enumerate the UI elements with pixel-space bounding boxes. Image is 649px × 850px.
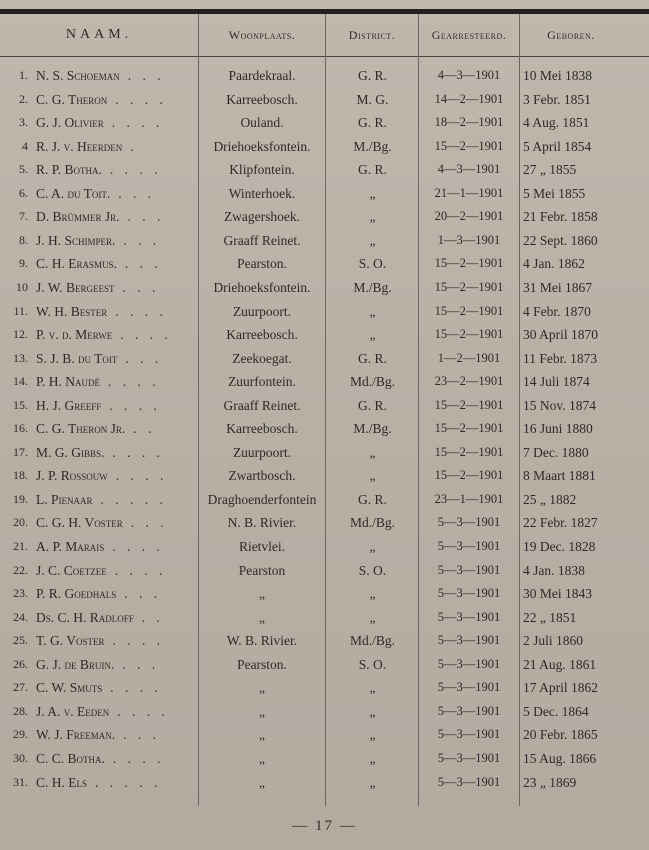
row-district: Md./Bg.: [349, 515, 395, 531]
row-name-text: M. G. Gibbs.: [36, 444, 105, 460]
row-name-dots: . . . .: [120, 327, 172, 343]
row-name-dots: . . . . .: [95, 774, 162, 790]
row-name-dots: . . . .: [115, 91, 167, 107]
row-district: G. R.: [358, 68, 387, 83]
row-district: „: [369, 444, 376, 460]
table-row: [0, 631, 649, 655]
row-name: [36, 633, 196, 649]
row-name: [36, 209, 196, 225]
row-number: 29.: [13, 727, 28, 742]
row-name-text: C. A. du Toit.: [36, 185, 111, 201]
row-geboren: 22 Febr. 1827: [523, 515, 598, 531]
row-district: „: [369, 327, 376, 343]
table-row: [0, 254, 649, 278]
row-name-text: H. J. Greeff: [36, 397, 102, 413]
row-woonplaats: Klipfontein.: [229, 162, 295, 178]
row-woonplaats: „: [259, 750, 265, 766]
row-woonplaats: Zwagershoek.: [223, 209, 301, 225]
table-row: [0, 537, 649, 561]
row-geboren: 5 Mei 1855: [523, 185, 586, 201]
row-name-dots: . . . .: [110, 680, 162, 696]
row-name: [36, 657, 196, 673]
row-name-dots: . . . .: [112, 750, 165, 766]
row-district: S. O.: [358, 256, 387, 272]
row-geboren: 3 Febr. 1851: [523, 91, 591, 107]
row-gearresteerd: 5—3—1901: [437, 539, 501, 553]
row-name-text: L. Pienaar: [36, 491, 93, 507]
row-name-dots: . . . .: [112, 633, 165, 649]
table-row: [0, 184, 649, 208]
row-geboren: 23 „ 1869: [523, 774, 577, 790]
row-district: Md./Bg.: [349, 374, 395, 390]
row-number: 10: [16, 279, 28, 294]
row-number: 26.: [13, 656, 28, 671]
row-gearresteerd: 4—3—1901: [437, 162, 501, 177]
row-name-dots: .: [130, 138, 138, 154]
header-gearresteerd: Gearresteerd.: [431, 28, 507, 42]
row-name-dots: . . . .: [108, 374, 160, 390]
row-name-dots: . . .: [130, 515, 168, 531]
row-name: [36, 727, 196, 743]
row-name: [36, 539, 196, 555]
row-number: 17.: [13, 444, 28, 459]
row-number: 11.: [13, 303, 28, 318]
table-row: [0, 749, 649, 773]
row-number: 20.: [13, 515, 28, 530]
row-name-dots: . . .: [118, 185, 156, 201]
row-number: 27.: [13, 680, 28, 695]
row-geboren: 21 Febr. 1858: [523, 209, 598, 225]
table-row: [0, 678, 649, 702]
row-name: [36, 186, 196, 202]
row-number: 9.: [19, 256, 28, 271]
row-geboren: 10 Mei 1838: [523, 68, 592, 83]
row-name-dots: . . . .: [117, 703, 169, 719]
row-name-dots: . . . . .: [100, 491, 167, 507]
row-geboren: 31 Mei 1867: [523, 279, 592, 295]
table-row: [0, 419, 649, 443]
row-name-text: C. G. Theron Jr.: [36, 421, 126, 437]
row-district: M./Bg.: [353, 421, 392, 437]
row-name-text: P. v. d. Merwe: [36, 327, 113, 343]
header-naam: NAAM.: [65, 27, 133, 42]
row-name-text: D. Brümmer Jr.: [36, 209, 120, 225]
row-number: 31.: [13, 774, 28, 789]
row-woonplaats: Winterhoek.: [228, 185, 296, 201]
page-number: — 17 —: [292, 818, 357, 834]
row-number: 4: [22, 138, 28, 153]
row-name-text: C. G. H. Voster: [36, 515, 123, 531]
row-gearresteerd: 5—3—1901: [437, 703, 501, 718]
row-geboren: 8 Maart 1881: [523, 468, 596, 484]
row-name-text: T. G. Voster: [36, 633, 105, 649]
row-geboren: 2 Juli 1860: [523, 633, 584, 649]
row-gearresteerd: 1—2—1901: [437, 350, 501, 365]
row-geboren: 22 „ 1851: [523, 609, 577, 625]
row-geboren: 4 Jan. 1862: [523, 256, 585, 272]
row-name: [36, 398, 196, 414]
row-number: 12.: [13, 327, 28, 342]
row-woonplaats: „: [259, 586, 265, 602]
row-gearresteerd: 4—3—1901: [437, 68, 501, 82]
row-name: [36, 421, 196, 437]
row-name: [36, 775, 196, 791]
row-geboren: 30 Mei 1843: [523, 586, 592, 602]
row-woonplaats: Karreebosch.: [226, 421, 298, 437]
row-name-dots: . . .: [124, 256, 162, 272]
row-name-dots: . . .: [123, 232, 161, 248]
row-woonplaats: Pearston: [238, 562, 286, 578]
row-gearresteerd: 15—2—1901: [434, 279, 504, 294]
row-number: 5.: [19, 162, 28, 177]
row-name-text: R. J. v. Heerden: [36, 138, 123, 154]
row-name-text: S. J. B. du Toit: [36, 350, 118, 366]
row-geboren: 14 Juli 1874: [523, 374, 590, 390]
row-geboren: 4 Febr. 1870: [523, 303, 591, 319]
table-row: [0, 207, 649, 231]
row-woonplaats: Pearston.: [237, 656, 287, 672]
row-district: G. R.: [358, 397, 387, 413]
row-district: S. O.: [358, 562, 387, 578]
row-district: „: [369, 185, 376, 201]
table-row: [0, 773, 649, 797]
row-geboren: 5 Dec. 1864: [523, 703, 589, 719]
row-geboren: 5 April 1854: [523, 138, 592, 154]
row-number: 2.: [19, 91, 28, 106]
row-name-dots: . . .: [122, 656, 160, 672]
row-woonplaats: Karreebosch.: [226, 91, 298, 107]
table-row: [0, 702, 649, 726]
row-name: [36, 374, 196, 390]
row-name: [36, 280, 196, 296]
row-geboren: 7 Dec. 1880: [523, 444, 589, 460]
row-name-text: J. H. Schimper.: [36, 232, 116, 248]
row-name-text: J. W. Bergeest: [36, 279, 115, 295]
table-row: [0, 302, 649, 326]
row-name-text: G. J. Olivier: [36, 115, 104, 131]
row-name: [36, 610, 196, 626]
row-name: [36, 751, 196, 767]
row-number: 21.: [13, 539, 28, 553]
row-name-text: C. H. Erasmus.: [36, 256, 117, 272]
row-gearresteerd: 5—3—1901: [437, 680, 501, 695]
row-name: [36, 445, 196, 461]
row-district: „: [369, 539, 376, 554]
table-row: [0, 396, 649, 420]
row-number: 7.: [19, 209, 28, 224]
row-woonplaats: Zeekoegat.: [232, 350, 292, 366]
row-district: „: [369, 703, 376, 719]
row-name-text: C. H. Els: [36, 774, 88, 790]
row-woonplaats: Driehoeksfontein.: [213, 279, 311, 295]
row-woonplaats: Pearston.: [237, 256, 287, 272]
row-woonplaats: W. B. Rivier.: [226, 633, 298, 649]
row-name-dots: . . .: [127, 209, 165, 225]
row-gearresteerd: 15—2—1901: [434, 256, 504, 271]
row-name-text: W. H. Bester: [36, 303, 108, 319]
row-gearresteerd: 5—3—1901: [437, 609, 501, 624]
row-woonplaats: Ouland.: [240, 115, 284, 131]
row-number: 8.: [19, 232, 28, 247]
table-row: [0, 160, 649, 184]
row-gearresteerd: 5—3—1901: [437, 515, 501, 530]
header-district: District.: [348, 28, 396, 42]
row-name: [36, 162, 196, 178]
row-district: G. R.: [358, 491, 387, 507]
row-district: „: [369, 209, 376, 225]
row-woonplaats: Karreebosch.: [226, 327, 298, 343]
row-woonplaats: Zuurpoort.: [232, 444, 292, 460]
row-district: „: [369, 750, 376, 766]
row-district: „: [369, 468, 376, 484]
row-gearresteerd: 15—2—1901: [434, 444, 504, 459]
row-name-dots: . . . .: [112, 444, 165, 460]
row-gearresteerd: 21—1—1901: [434, 185, 504, 200]
row-name-text: P. H. Naudé: [36, 374, 101, 390]
row-number: 19.: [13, 491, 28, 506]
table-row: [0, 490, 649, 514]
row-geboren: 21 Aug. 1861: [523, 656, 597, 672]
row-name: [36, 304, 196, 320]
table-row: [0, 231, 649, 255]
row-gearresteerd: 15—2—1901: [434, 421, 504, 436]
row-name-text: Ds. C. H. Radloff: [36, 609, 134, 625]
row-name: [36, 492, 196, 508]
row-name-dots: . . . .: [109, 162, 162, 178]
row-name-text: P. R. Goedhals: [36, 586, 117, 602]
row-gearresteerd: 18—2—1901: [434, 115, 504, 130]
row-number: 23.: [13, 586, 28, 601]
row-woonplaats: „: [259, 727, 265, 743]
row-number: 14.: [13, 374, 28, 389]
row-name-dots: . . . .: [115, 468, 168, 484]
row-gearresteerd: 5—3—1901: [437, 774, 501, 789]
row-name-text: A. P. Marais: [36, 539, 105, 554]
table-row: [0, 278, 649, 302]
row-woonplaats: Draghoenderfontein: [207, 491, 317, 507]
row-gearresteerd: 5—3—1901: [437, 633, 501, 648]
row-number: 28.: [13, 703, 28, 718]
row-name-text: J. A. v. Eeden: [36, 703, 110, 719]
row-woonplaats: „: [259, 703, 265, 719]
header-woonplaats: Woonplaats.: [228, 28, 296, 42]
row-woonplaats: Graaff Reinet.: [223, 232, 301, 248]
row-name-dots: . . . .: [111, 115, 164, 131]
row-district: G. R.: [358, 162, 387, 178]
table-row: [0, 113, 649, 137]
table-row: [0, 725, 649, 749]
row-number: 16.: [13, 421, 28, 436]
row-geboren: 17 April 1862: [523, 680, 599, 696]
row-district: M./Bg.: [353, 279, 392, 295]
row-number: 30.: [13, 750, 28, 765]
row-name-dots: . . . .: [112, 539, 164, 554]
row-gearresteerd: 5—3—1901: [437, 750, 501, 765]
table-row: [0, 608, 649, 632]
row-name: [36, 680, 196, 696]
row-woonplaats: Zwartbosch.: [228, 468, 296, 484]
table-row: [0, 66, 649, 90]
table-row: [0, 137, 649, 161]
row-name: [36, 115, 196, 131]
row-district: „: [369, 680, 376, 696]
row-gearresteerd: 5—3—1901: [437, 586, 501, 601]
row-name: [36, 704, 196, 720]
row-name-text: J. C. Coetzee: [36, 562, 107, 578]
row-geboren: 30 April 1870: [523, 327, 599, 343]
row-gearresteerd: 5—3—1901: [437, 656, 501, 671]
row-name: [36, 351, 196, 367]
row-name: [36, 563, 196, 579]
row-woonplaats: Zuurpoort.: [232, 303, 292, 319]
row-geboren: 19 Dec. 1828: [523, 539, 596, 554]
row-name-dots: . .: [133, 421, 156, 437]
row-gearresteerd: 1—3—1901: [437, 232, 501, 247]
header-geboren: Geboren.: [547, 28, 595, 42]
row-district: „: [369, 774, 376, 790]
table-row: [0, 372, 649, 396]
row-district: S. O.: [358, 656, 387, 672]
row-number: 3.: [19, 115, 28, 130]
row-woonplaats: Graaff Reinet.: [223, 397, 301, 413]
row-district: M. G.: [356, 91, 389, 107]
row-geboren: 15 Aug. 1866: [523, 750, 597, 766]
row-woonplaats: Paardekraal.: [228, 68, 296, 83]
row-woonplaats: Driehoeksfontein.: [213, 138, 311, 154]
row-district: G. R.: [358, 115, 387, 131]
row-name-text: R. P. Botha.: [36, 162, 102, 178]
row-gearresteerd: 15—2—1901: [434, 138, 504, 153]
row-name-text: C. W. Smuts: [36, 680, 103, 696]
row-name-dots: . .: [141, 609, 164, 625]
row-district: „: [369, 586, 376, 602]
table-row: [0, 443, 649, 467]
row-geboren: 16 Juni 1880: [523, 421, 593, 437]
row-geboren: 22 Sept. 1860: [523, 232, 598, 248]
row-name-dots: . . . .: [109, 397, 161, 413]
row-name-dots: . . . .: [115, 303, 167, 319]
row-woonplaats: „: [259, 774, 265, 790]
row-name-dots: . . .: [125, 350, 163, 366]
row-name: [36, 327, 196, 343]
row-name: [36, 139, 196, 155]
row-name-dots: . . .: [122, 279, 160, 295]
row-name-text: W. J. Freeman.: [36, 727, 116, 743]
row-gearresteerd: 23—1—1901: [434, 491, 504, 506]
row-geboren: 11 Febr. 1873: [523, 350, 598, 366]
table-row: [0, 513, 649, 537]
table-row: [0, 325, 649, 349]
row-woonplaats: N. B. Rivier.: [227, 515, 297, 531]
row-geboren: 27 „ 1855: [523, 162, 577, 178]
row-woonplaats: „: [259, 609, 265, 625]
row-name: [36, 233, 196, 249]
row-number: 13.: [13, 350, 28, 365]
row-name: [36, 256, 196, 272]
row-name: [36, 515, 196, 531]
row-district: G. R.: [358, 350, 387, 366]
row-number: 22.: [13, 562, 28, 577]
row-gearresteerd: 23—2—1901: [434, 374, 504, 389]
table-row: [0, 584, 649, 608]
row-name-text: C. G. Theron: [36, 91, 108, 107]
row-district: „: [369, 303, 376, 319]
row-district: „: [369, 232, 376, 248]
row-name-dots: . . .: [123, 727, 161, 743]
table-row: [0, 349, 649, 373]
row-district: Md./Bg.: [349, 633, 395, 649]
row-name: [36, 92, 196, 108]
row-number: 24.: [13, 609, 28, 624]
row-name-dots: . . .: [124, 586, 162, 602]
row-number: 18.: [13, 468, 28, 483]
row-name-dots: . . .: [127, 68, 165, 83]
table-row: [0, 655, 649, 679]
row-name-dots: . . . .: [114, 562, 167, 578]
row-geboren: 20 Febr. 1865: [523, 727, 598, 743]
row-district: „: [369, 609, 376, 625]
row-number: 15.: [13, 397, 28, 412]
row-name: [36, 68, 196, 84]
row-name-text: J. P. Rossouw: [36, 468, 108, 484]
row-name-text: C. C. Botha.: [36, 750, 105, 766]
row-number: 6.: [19, 185, 28, 200]
row-woonplaats: „: [259, 680, 265, 696]
row-gearresteerd: 15—2—1901: [434, 468, 504, 483]
row-name: [36, 468, 196, 484]
table-row: [0, 561, 649, 585]
table-row: [0, 90, 649, 114]
row-geboren: 25 „ 1882: [523, 491, 577, 507]
row-woonplaats: Zuurfontein.: [228, 374, 296, 390]
row-district: „: [369, 727, 376, 743]
row-geboren: 4 Aug. 1851: [523, 115, 590, 131]
row-gearresteerd: 15—2—1901: [434, 327, 504, 342]
row-number: 25.: [13, 633, 28, 648]
row-woonplaats: Rietvlei.: [238, 539, 286, 554]
row-gearresteerd: 15—2—1901: [434, 397, 504, 412]
row-geboren: 4 Jan. 1838: [523, 562, 585, 578]
row-district: M./Bg.: [353, 138, 392, 154]
table-row: [0, 466, 649, 490]
row-name-text: G. J. de Bruin.: [36, 656, 115, 672]
row-geboren: 15 Nov. 1874: [523, 397, 596, 413]
row-name: [36, 586, 196, 602]
row-number: 1.: [19, 68, 28, 82]
row-gearresteerd: 14—2—1901: [434, 91, 504, 106]
row-gearresteerd: 20—2—1901: [434, 209, 504, 224]
row-gearresteerd: 5—3—1901: [437, 727, 501, 742]
row-gearresteerd: 15—2—1901: [434, 303, 504, 318]
row-gearresteerd: 5—3—1901: [437, 562, 501, 577]
row-name-text: N. S. Schoeman: [36, 68, 120, 83]
